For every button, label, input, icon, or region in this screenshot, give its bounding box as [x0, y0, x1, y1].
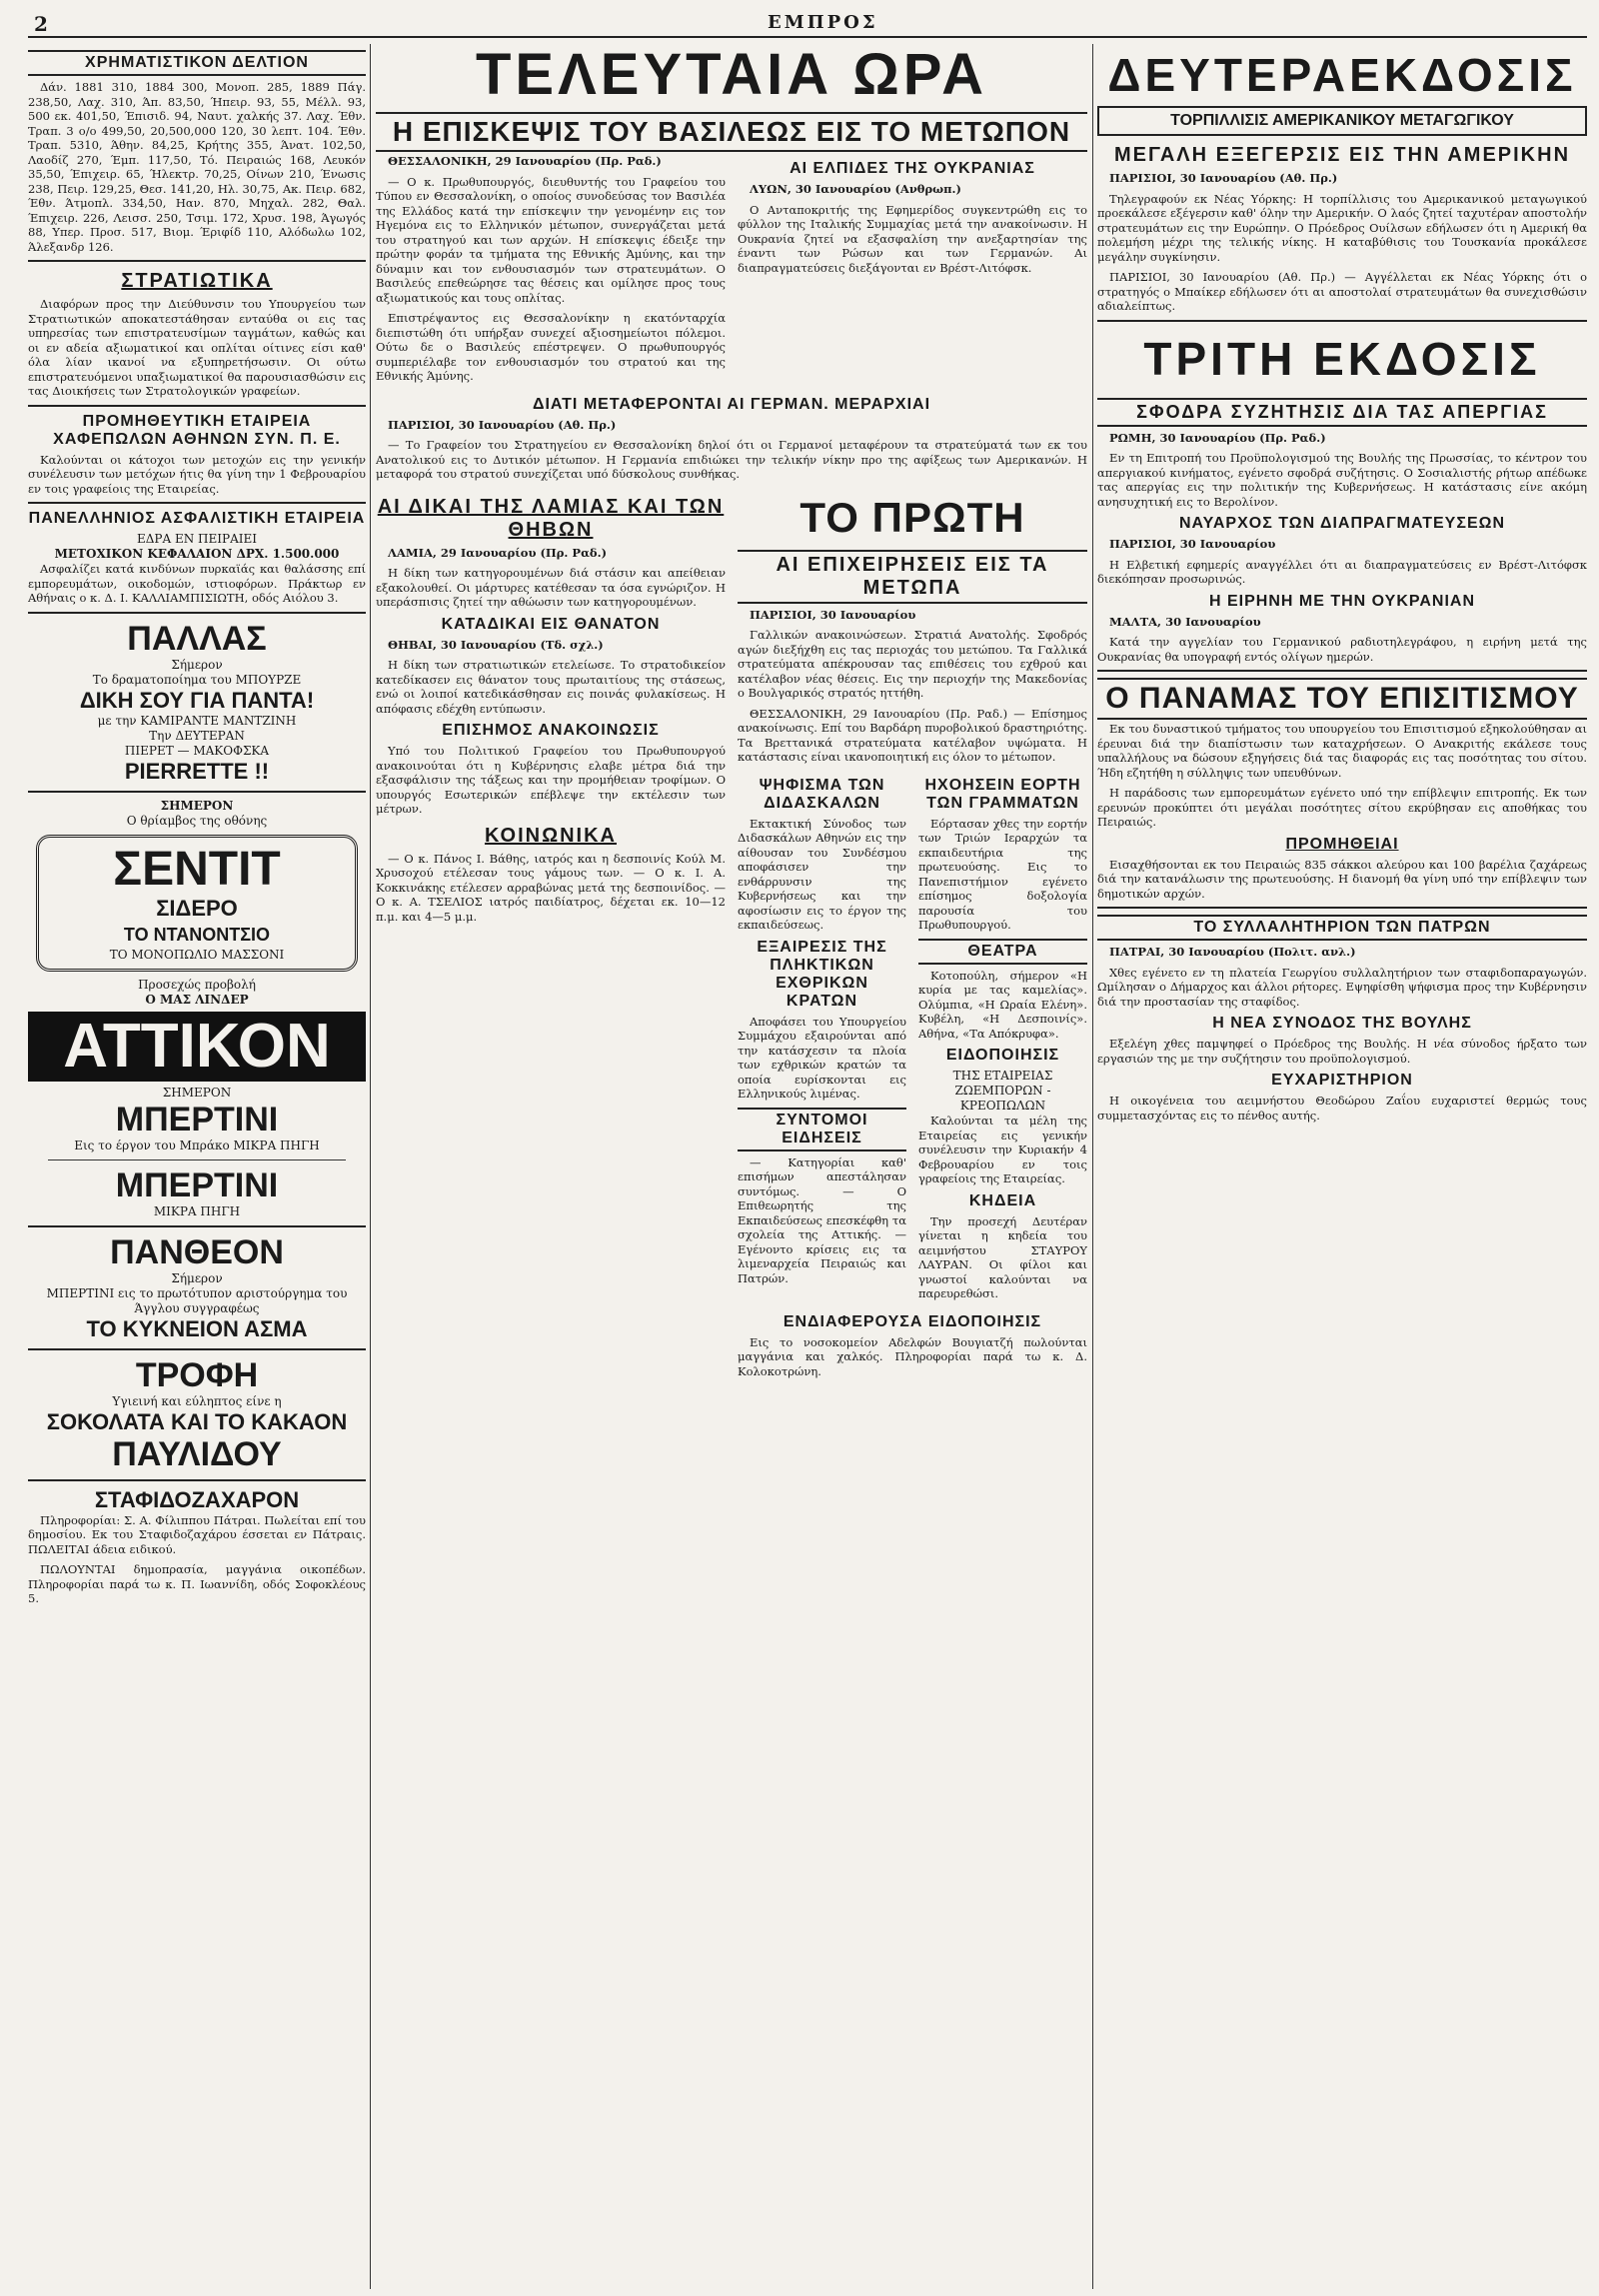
enemy-title: ΕΞΑΙΡΕΣΙΣ ΤΗΣ ΠΛΗΚΤΙΚΩΝ ΕΧΘΡΙΚΩΝ ΚΡΑΤΩΝ — [757, 938, 887, 1010]
trofi-title: ΤΡΟΦΗ — [135, 1355, 259, 1394]
bertini-2-film: ΜΙΚΡΑ ΠΗΓΗ — [153, 1203, 241, 1218]
notices-text: Καλούνται τα μέλη της Εταιρείας εις γενικήν συνέλευσιν την Κυριακήν 4 Φεβρουαρίου εν τοις γραφείοις της Εταιρείας. — [918, 1114, 1087, 1185]
strikes-dateline: ΡΩΜΗ, 30 Ιανουαρίου (Πρ. Ραδ.) — [1109, 430, 1326, 445]
siderno-small: ΤΟ ΜΟΝΟΠΩΛΙΟ ΜΑΣΣΟΝΙ — [109, 947, 285, 962]
hellenic-title: ΠΑΝΕΛΛΗΝΙΟΣ ΑΣΦΑΛΙΣΤΙΚΗ ΕΤΑΙΡΕΙΑ — [28, 510, 366, 527]
bottom-notice-text: Εις το νοσοκομείον Αδελφών Βουγιατζή πωλούνται μαγγάνια και χαλκός. Πληροφορίαι παρά τω κ. Δ. Κολοκοτρώνη. — [738, 1334, 1087, 1378]
column-right — [1097, 44, 1587, 2289]
staphida-title: ΣΤΑΦΙΔΟΖΑΧΑΡΟΝ — [94, 1486, 300, 1512]
pantheon-today: Σήμερον — [171, 1270, 223, 1285]
hellenic-sub: ΕΔΡΑ ΕΝ ΠΕΙΡΑΙΕΙ — [137, 532, 257, 546]
patras-title: ΤΟ ΣΥΛΛΑΛΗΤΗΡΙΟΝ ΤΩΝ ΠΑΤΡΩΝ — [1097, 915, 1587, 941]
thanks-text: Η οικογένεια του αειμνήστου Θεοδώρου Ζαΐου ευχαριστεί θερμώς τους συμμετασχόντας εις το πένθος αυτής. — [1097, 1094, 1587, 1123]
pallas-line1: Την ΔΕΥΤΕΡΑΝ — [149, 728, 245, 743]
king-dateline: ΘΕΣΣΑΛΟΝΙΚΗ, 29 Ιανουαρίου (Πρ. Ραδ.) — [388, 154, 662, 168]
siderno-ad — [36, 835, 358, 972]
siderno-big: ΣΕΝΤΙΤ — [113, 842, 281, 896]
column-center — [376, 44, 1087, 2289]
ukraine-text: Ο Ανταποκριτής της Εφημερίδος συγκεντρώθη εις το φύλλον της Ιταλικής Συμμαχίας μετά την ανακοίνωσιν. Η Ουκρανία ζητεί να εξασφαλίση την ανεξαρτησίαν της έναντι των Ρώσων και των Γερμανών. Αι διαπραγματεύσεις διεξάγονται εν Βρέστ-Λιτόφσκ. — [738, 202, 1087, 275]
funeral-title: ΚΗΔΕΙΑ — [968, 1191, 1037, 1209]
lamia-text: Η δίκη των κατηγορουμένων διά στάσιν και απείθειαν εξακολουθεί. Οι μάρτυρες κατέθεσαν τα όσα εγνώριζον. Η υπεράσπισις ζητεί την αθώωσιν των κατηγορουμένων. — [376, 566, 726, 609]
enemy-text: Αποφάσει του Υπουργείου Συμμάχου εξαιρούνται από την κατάσχεσιν τα πλοία των εχθρικών κρατών τα οποία ευρίσκονται εις Ελληνικούς λιμένας. — [738, 1014, 906, 1101]
official-text: Υπό του Πολιτικού Γραφείου του Πρωθυπουργού ανακοινούται ότι η Κυβέρνησις ελαβε μέτρα διά την εξασφάλισιν της τάξεως και την προμήθειαν τροφίμων. Ο υπουργός Εσωτερικών επέβλεψε την εκτέλεσιν των μέτρων. — [376, 744, 726, 816]
attikon-today: ΣΗΜΕΡΟΝ — [162, 1085, 232, 1100]
german-text: — Το Γραφείον του Στρατηγείου εν Θεσσαλονίκη δηλοί ότι οι Γερμανοί μεταφέρουν τα στρατεύματά των εκ του Ανατολικού εις το Δυτικόν μέτωπον. Η Γερμανία επιδιώκει την τελικήν νίκην προ της αφίξεως των Αμερικανών. Η μεταφορά του στρατού συνεχίζεται υπό δύσκολους συνθήκας. — [376, 438, 1087, 481]
notices-sub: ΤΗΣ ΕΤΑΙΡΕΙΑΣ ΖΩΕΜΠΟΡΩΝ - ΚΡΕΟΠΩΛΩΝ — [952, 1069, 1053, 1113]
edition2-title: ΔΕΥΤΕΡΑΕΚΔΟΣΙΣ — [1107, 49, 1577, 101]
bertini-1: ΜΠΕΡΤΙΝΙ — [115, 1100, 279, 1139]
siderno-soon: Προσεχώς προβολή — [138, 977, 256, 992]
supply-text: Εισαχθήσονται εκ του Πειραιώς 835 σάκκοι αλεύρου και 100 βαρέλια ζαχάρεως διά την κατανάλωσιν της πρωτευούσης. Η διανομή θα γίνη υπό την επίβλεψιν των δημοτικών αρχών. — [1097, 857, 1587, 901]
military-title: ΣΤΡΑΤΙΩΤΙΚΑ — [121, 270, 273, 292]
ukr-dateline: ΜΑΛΤΑ, 30 Ιανουαρίου — [1109, 614, 1261, 629]
funeral-text: Την προσεχή Δευτέραν γίνεται η κηδεία του αειμνήστου ΣΤΑΥΡΟΥ ΛΑΥΡΑΝ. Οι φίλοι και γνωστοί καλούνται να παρευρεθώσι. — [918, 1213, 1087, 1300]
ukr-title: Η ΕΙΡΗΝΗ ΜΕ ΤΗΝ ΟΥΚΡΑΝΙΑΝ — [1208, 592, 1476, 610]
hellenic-capital: ΜΕΤΟΧΙΚΟΝ ΚΕΦΑΛΑΙΟΝ ΔΡΧ. 1.500.000 — [54, 547, 340, 561]
front-dateline: ΠΑΡΙΣΙΟΙ, 30 Ιανουαρίου — [750, 607, 916, 622]
ukraine-title: ΑΙ ΕΛΠΙΔΕΣ ΤΗΣ ΟΥΚΡΑΝΙΑΣ — [790, 160, 1035, 177]
lamia-title: ΑΙ ΔΙΚΑΙ ΤΗΣ ΛΑΜΙΑΣ ΚΑΙ ΤΩΝ ΘΗΒΩΝ — [377, 495, 725, 541]
siderno-caption: Ο θρίαμβος της οθόνης — [126, 813, 268, 828]
attikon-banner: ΑΤΤΙΚΟΝ — [28, 1012, 366, 1082]
insurance-title: ΠΡΟΜΗΘΕΥΤΙΚΗ ΕΤΑΙΡΕΙΑ ΧΑΦΕΠΩΛΩΝ ΑΘΗΝΩΝ ΣΥΝ. Π. Ε. — [53, 412, 341, 448]
peace-title: ΝΑΥΑΡΧΟΣ ΤΩΝ ΔΙΑΠΡΑΓΜΑΤΕΥΣΕΩΝ — [1178, 515, 1506, 532]
synod-text: Εξελέγη χθες παμψηφεί ο Πρόεδρος της Βουλής. Η νέα σύνοδος ήρξατο των εργασιών της με την συζήτησιν του προϋπολογισμού. — [1097, 1037, 1587, 1066]
teachers-text: Εκτακτική Σύνοδος των Διδασκάλων Αθηνών εις την αίθουσαν του Συνδέσμου αποφάσισεν την ενθάρρυνσιν της Κυβερνήσεως και την αφοσίωσιν εις το έργον της εκπαιδεύσεως. — [738, 816, 906, 932]
pallas-name: ΠΑΛΛΑΣ — [127, 619, 267, 658]
pallas-title: ΔΙΚΗ ΣΟΥ ΓΙΑ ΠΑΝΤΑ! — [79, 687, 315, 713]
death-text: Η δίκη των στρατιωτικών ετελείωσε. Το στρατοδικείον κατεδίκασεν εις θάνατον τους πρωταιτίους της στάσεως, ενώ οι λοιποί κατεδικάσθησαν εις ποινάς φυλακίσεως. Η απόφασις εδέχθη εντύπωσιν. — [376, 658, 726, 716]
palamas-title: Ο ΠΑΝΑΜΑΣ ΤΟΥ ΕΠΙΣΙΤΙΣΜΟΥ — [1097, 678, 1587, 720]
pallas-line3: PIERRETTE !! — [124, 758, 270, 784]
peace-text: Η Ελβετική εφημερίς αναγγέλλει ότι αι διαπραγματεύσεις εν Βρέστ-Λιτόφσκ διεκόπησαν προσωρινώς. — [1097, 557, 1587, 586]
thanks-title: ΕΥΧΑΡΙΣΤΗΡΙΟΝ — [1271, 1072, 1413, 1089]
front-title: ΑΙ ΕΠΙΧΕΙΡΗΣΕΙΣ ΕΙΣ ΤΑ ΜΕΤΩΠΑ — [738, 550, 1087, 604]
death-dateline: ΘΗΒΑΙ, 30 Ιανουαρίου (Τδ. σχλ.) — [388, 637, 604, 652]
pallas-today: Σήμερον — [171, 657, 223, 672]
column-divider — [370, 44, 371, 2289]
king-title: Η ΕΠΙΣΚΕΨΙΣ ΤΟΥ ΒΑΣΙΛΕΩΣ ΕΙΣ ΤΟ ΜΕΤΩΠΟΝ — [376, 112, 1087, 152]
death-title: ΚΑΤΑΔΙΚΑΙ ΕΙΣ ΘΑΝΑΤΟΝ — [441, 615, 661, 633]
patras-dateline: ΠΑΤΡΑΙ, 30 Ιανουαρίου (Πολιτ. ανλ.) — [1109, 945, 1356, 959]
front-text: Γαλλικών ανακοινώσεων. Στρατιά Ανατολής. Σφοδρός αγών διεξήχθη εις τας περιοχάς του μετώπου. Τα Γαλλικά στρατεύματα απέκρουσαν τας επιθέσεις του εχθρού και κατέλαβον νέας θέσεις. Εις την περιοχήν της Μακεδονίας ο Βουλγαρικός στρατός ηττήθη. — [738, 628, 1087, 700]
peace-dateline: ΠΑΡΙΣΙΟΙ, 30 Ιανουαρίου — [1109, 537, 1276, 551]
bottom-notice-title: ΕΝΔΙΑΦΕΡΟΥΣΑ ΕΙΔΟΠΟΙΗΣΙΣ — [783, 1312, 1042, 1330]
page-number: 2 — [34, 12, 48, 36]
pavlidou-title: ΠΑΥΛΙΔΟΥ — [112, 1434, 282, 1473]
chocolate-title: ΣΟΚΟΛΑΤΑ ΚΑΙ ΤΟ ΚΑΚΑΟΝ — [46, 1408, 348, 1434]
siderno-mid: ΣΙΔΕΡΟ — [156, 895, 238, 921]
hellenic-text: Ασφαλίζει κατά κινδύνων πυρκαϊάς και θαλάσσης επί εμπορευμάτων, οικοδομών, ιστιοφόρων. Πράκτωρ εν Αθήναις ο κ. Δ. Ι. ΚΑΛΛΙΑΜΠΙΣΙΩΤΗ, οδός Αιόλου 3. — [28, 562, 366, 605]
pallas-line2: ΠΙΕΡΕΤ — ΜΑΚΟΦΣΚΑ — [124, 743, 270, 758]
short-text: — Κατηγορίαι καθ' επισήμων απεστάλησαν συντόμως. — Ο Επιθεωρητής της Εκπαιδεύσεως επεσκέφθη τα σχολεία της Αττικής. — Εγένοντο κρίσεις εις τα λιμεναρχεία Πειραιώς και Πατρών. — [738, 1154, 906, 1285]
america-text: Τηλεγραφούν εκ Νέας Υόρκης: Η τορπίλλισις του Αμερικανικού μεταγωγικού προεκάλεσε εξέγερσιν καθ' όλην την Αμερικήν. Ο λαός ζητεί ταχυτέραν αποστολήν στρατευμάτων εις την Ευρώπην. Ο Πρόεδρος Ουίλσων εδήλωσεν ότι η Αμερική θα πολεμήση μέχρι της τελικής νίκης. Η καταβύθισις του Τουσκανία προκάλεσε μεγάλην συγκίνησιν. — [1097, 191, 1587, 264]
strikes-title: ΣΦΟΔΡΑ ΣΥΖΗΤΗΣΙΣ ΔΙΑ ΤΑΣ ΑΠΕΡΓΙΑΣ — [1097, 398, 1587, 427]
short-title: ΣΥΝΤΟΜΟΙ ΕΙΔΗΣΕΙΣ — [738, 1108, 906, 1151]
masthead — [28, 10, 1587, 38]
ukraine-dateline: ΛΥΩΝ, 30 Ιανουαρίου (Ανθρωπ.) — [750, 182, 961, 196]
pallas-extra: με την ΚΑΜΙΡΑΝΤΕ ΜΑΝΤΖΙΝΗ — [97, 713, 297, 728]
siderno-film: Ο ΜΑΣ ΛΙΝΔΕΡ — [145, 992, 249, 1007]
siderno-today: ΣΗΜΕΡΟΝ — [160, 798, 234, 813]
king-text: — Ο κ. Πρωθυπουργός, διευθυντής του Γραφείου του Τύπου εν Θεσσαλονίκη, ο οποίος συνοδεύσας τον Βασιλέα της Ελλάδος κατά την επίσκεψιν την γενομένην εις τον Ηγεμόνα εις το Ελληνικόν μέτωπον, συνεργάζεται μετά του στρατηγού και των αρχών. Η επίσκεψις έδειξε την πρώτην φοράν τα τμήματα της Εθνικής Άμύνης, και την δύναμιν και τον ενθουσιασμόν των στρατευμάτων. Ο Βασιλεύς επεθεώρησε τας θέσεις και ομίλησε προς τους αξιωματικούς και τους οπλίτας. — [376, 174, 726, 305]
german-dateline: ΠΑΡΙΣΙΟΙ, 30 Ιανουαρίου (Αθ. Πρ.) — [388, 417, 617, 432]
america-dateline: ΠΑΡΙΣΙΟΙ, 30 Ιανουαρίου (Αθ. Πρ.) — [1109, 171, 1338, 185]
bulletin-title: ΧΡΗΜΑΤΙΣΤΙΚΟΝ ΔΕΛΤΙΟΝ — [28, 50, 366, 76]
palamas-text: Εκ του δυναστικού τμήματος του υπουργείου του Επισιτισμού εξηκολούθησαν αι έρευναι διά την διαπίστωσιν των καταχρήσεων. Ο Ανακριτής εκάλεσε τους υπαλλήλους να δώσουν εξηγήσεις διά τας διαφοράς εις τας ποσότητας του σίτου. Ήδη εζητήθη η σύλληψις των υπευθύνων. — [1097, 722, 1587, 780]
pantheon-text: ΜΠΕΡΤΙΝΙ εις το πρωτότυπον αριστούργημα του Άγγλου συγγραφέως — [46, 1285, 348, 1315]
insurgent-title: ΗΧΟΗΣΕΙΝ ΕΟΡΤΗ ΤΩΝ ΓΡΑΜΜΑΤΩΝ — [924, 776, 1081, 812]
lamia-dateline: ΛΑΜΙΑ, 29 Ιανουαρίου (Πρ. Ραδ.) — [388, 545, 608, 560]
social-title: ΚΟΙΝΩΝΙΚΑ — [484, 824, 617, 847]
staphida-text: Πληροφορίαι: Σ. Α. Φίλιππου Πάτραι. Πωλείται επί του δημοσίου. Εκ του Σταφιδοζαχάρου έσσεται εν Πάτραις. ΠΩΛΕΙΤΑΙ άδεια ειδικού. — [28, 1512, 366, 1556]
palamas-text-2: Η παράδοσις των εμπορευμάτων εγένετο υπό την επίβλεψιν επιτροπής. Εκ των ερευνών προκύπτει ότι μεγάλαι ποσότητες σίτου εκρύβησαν εις αποθήκας του Πειραιώς. — [1097, 786, 1587, 829]
german-title: ΔΙΑΤΙ ΜΕΤΑΦΕΡΟΝΤΑΙ ΑΙ ΓΕΡΜΑΝ. ΜΕΡΑΡΧΙΑΙ — [532, 395, 931, 413]
america-text-2: ΠΑΡΙΣΙΟΙ, 30 Ιανουαρίου (Αθ. Πρ.) — Αγγέλλεται εκ Νέας Υόρκης ότι ο στρατηγός ο Μπαίκερ εδήλωσεν ότι αι αποστολαί στρατευμάτων θα συνεχισθώσιν αδιαλείπτως. — [1097, 270, 1587, 313]
teachers-title: ΨΗΦΙΣΜΑ ΤΩΝ ΔΙΔΑΣΚΑΛΩΝ — [759, 776, 885, 812]
insurgent-text: Εόρτασαν χθες την εορτήν των Τριών Ιεραρχών τα εκπαιδευτήρια της πρωτευούσης. Εις το Πανεπιστήμιον εγένετο επίσημος δοξολογία παρουσία του Πρωθυπουργού. — [918, 816, 1087, 932]
notices-title: ΕΙΔΟΠΟΙΗΣΙΣ — [945, 1047, 1060, 1064]
column-divider — [1092, 44, 1093, 2289]
supply-title: ΠΡΟΜΗΘΕΙΑΙ — [1285, 835, 1399, 853]
insurance-text: Καλούνται οι κάτοχοι των μετοχών εις την γενικήν συνέλευσιν των μετόχων ήτις θα γίνη την 1 Φεβρουαρίου εν τοις γραφείοις της Εταιρείας. — [28, 452, 366, 496]
bottom-text-left: ΠΩΛΟΥΝΤΑΙ δημοπρασία, μαγγάνια οικοπέδων. Πληροφορίαι παρά τω κ. Π. Ιωαννίδη, οδός Σοφοκλέους 5. — [28, 1562, 366, 1605]
bertini-1-film: Εις το έργον του Μπράκο ΜΙΚΡΑ ΠΗΓΗ — [74, 1138, 320, 1152]
column-left — [28, 44, 366, 2289]
siderno-sub: ΤΟ ΝΤΑΝΟΝΤΣΙΟ — [123, 924, 271, 945]
synod-title: Η ΝΕΑ ΣΥΝΟΔΟΣ ΤΗΣ ΒΟΥΛΗΣ — [1212, 1015, 1472, 1032]
theatre-title: ΘΕΑΤΡΑ — [918, 939, 1087, 965]
hero-title: ΤΕΛΕΥΤΑΙΑ ΩΡΑ — [475, 44, 988, 107]
pantheon-title: ΠΑΝΘΕΟΝ — [110, 1232, 284, 1271]
america-title: ΜΕΓΑΛΗ ΕΞΕΓΕΡΣΙΣ ΕΙΣ ΤΗΝ ΑΜΕΡΙΚΗΝ — [1113, 144, 1571, 166]
torpedo-title: ΤΟΡΠΙΛΛΙΣΙΣ ΑΜΕΡΙΚΑΝΙΚΟΥ ΜΕΤΑΓΩΓΙΚΟΥ — [1097, 106, 1587, 136]
theatre-text: Κοτοπούλη, σήμερον «Η κυρία με τας καμελίας». Ολύμπια, «Η Ωραία Ελένη». Κυβέλη, «Η Δεσποινίς». Αθήνα, «Τα Απόκρυφα». — [918, 968, 1087, 1041]
patras-text: Χθες εγένετο εν τη πλατεία Γεωργίου συλλαλητήριον των σταφιδοπαραγωγών. Ωμίλησαν ο Δήμαρχος και άλλοι ρήτορες. Εψηφίσθη ψήφισμα προς την Κυβέρνησιν διά την προστασίαν της σταφίδος. — [1097, 965, 1587, 1009]
pallas-text: Το δραματοποίημα του ΜΠΟΥΡΖΕ — [92, 672, 302, 687]
swan-title: ΤΟ ΚΥΚΝΕΙΟΝ ΑΣΜΑ — [86, 1315, 308, 1341]
strikes-text: Εν τη Επιτροπή του Προϋπολογισμού της Βουλής της Πρωσσίας, το κέντρον του απεργιακού κινήματος, εγένετο σφοδρά συζήτησις. Ο Σοσιαλιστής ρήτωρ απέδωκε τας απεργίας εις την πολιτικήν της Κυβερνήσεως. Η κατάστασις είνε ακόμη ανησυχητική εις το Βερολίνον. — [1097, 451, 1587, 509]
edition3-title: ΤΡΙΤΗ ΕΚΔΟΣΙΣ — [1143, 332, 1541, 385]
newspaper-page — [28, 10, 1587, 2289]
paper-name: ΕΜΠΡΟΣ — [768, 12, 878, 33]
front-text-2: ΘΕΣΣΑΛΟΝΙΚΗ, 29 Ιανουαρίου (Πρ. Ραδ.) — Επίσημος ανακοίνωσις. Επί του Βαρδάρη πυροβολικού δραστηριότης. Τα Βρεττανικά στρατεύματα κατέλαβον υψώματα. Η κατάστασις είναι ικανοποιητική εις όλον το μέτωπον. — [738, 706, 1087, 764]
pseudo-title: ΤΟ ΠΡΩΤΗ — [800, 493, 1025, 541]
official-title: ΕΠΙΣΗΜΟΣ ΑΝΑΚΟΙΝΩΣΙΣ — [442, 722, 660, 739]
bertini-2: ΜΠΕΡΤΙΝΙ — [115, 1165, 279, 1204]
military-text: Διαφόρων προς την Διεύθυνσιν του Υπουργείου των Στρατιωτικών αποκατεστάθησαν ενταύθα οι εις τας υπηρεσίας των επιστρατευσίμων ταγμάτων, καθώς και οι εν αδεία αξιωματικοί και οπλίται οίτινες είσι καθ' όλα λίαν ικανοί να εξυπηρετήσωσιν. Οι ούτω επιστρατευόμενοι υπαξιωματικοί θα παρουσιασθώσιν εις τας Διοικήσεις των Στρατολογικών γραφείων. — [28, 297, 366, 398]
king-text-2: Επιστρέψαντος εις Θεσσαλονίκην η εκατόνταρχία διεπιστώθη ότι υπήρξαν συνεχεί αξιοσημείωτοι πόλεμοι. Ούτω δε ο Βασιλεύς επέστρεψεν. Ο πρωθυπουργός συμπεριέλαβε τον ενθουσιασμόν του στρατού και της Εθνικής Άμύνης. — [376, 311, 726, 383]
social-text: — Ο κ. Πάνος Ι. Βάθης, ιατρός και η δεσποινίς Κούλ Μ. Χρυσοχού ετέλεσαν τους γάμους των. — Ο κ. Ι. Α. Κοκκινάκης ετέλεσεν αρραβώνας μετά της δεσποινίδος. — Ο κ. Α. ΤΣΕΛΙΟΣ ιατρός παιδίατρος, δέχεται εκ. 10—12 π.μ. και 4—5 μ.μ. — [376, 851, 726, 924]
bulletin-text: Δάν. 1881 310, 1884 300, Μονοπ. 285, 1889 Πάγ. 238,50, Λαχ. 310, Άπ. 83,50, Ήπειρ. 93, 55, Μέλλ. 93, 500 εκ. 401,50, Έπισιδ. 94, Ναυτ. χαλκής 37. Λαχ. Έθν. Τραπ. 3 ο/ο 499,50, 20,500,000 120, 30 λεπτ. 104. Έθν. Τραπ. 5310, Άθην. 84,25, Κρήτης 355, Άνατ. 102,50, Λαοδίζ 270, Έμπ. 117,50, Τό. Πειραιώς 168, Λευκόν 35,50, Έπιχειρ. 65, Ήλεκτρ. 70,25, Οίνων 210, Ένωσις 238, Πειρ. 129,25, Θεσ. 141,20, Ηλ. 30,75, Ακ. Πειρ. 682, Έθν. Άτμοπλ. 334,50, Ηαν. 870, Μηχαλ. 282, Θαλ. Έπιχειρ. 226, Λεισσ. 250, Τσιμ. 172, Χρυσ. 198, Άγωγός 88, Υπερ. Προσ. 517, Βιομ. Έριφίδ 110, Αλόδωλω 102, Άλεξανδρ 126. — [28, 80, 366, 254]
ukr-text: Κατά την αγγελίαν του Γερμανικού ραδιοτηλεγράφου, η ειρήνη μετά της Ουκρανίας θα υπογραφή εντός ολίγων ημερών. — [1097, 635, 1587, 664]
trofi-text: Υγιεινή και εύληπτος είνε η — [112, 1393, 282, 1408]
